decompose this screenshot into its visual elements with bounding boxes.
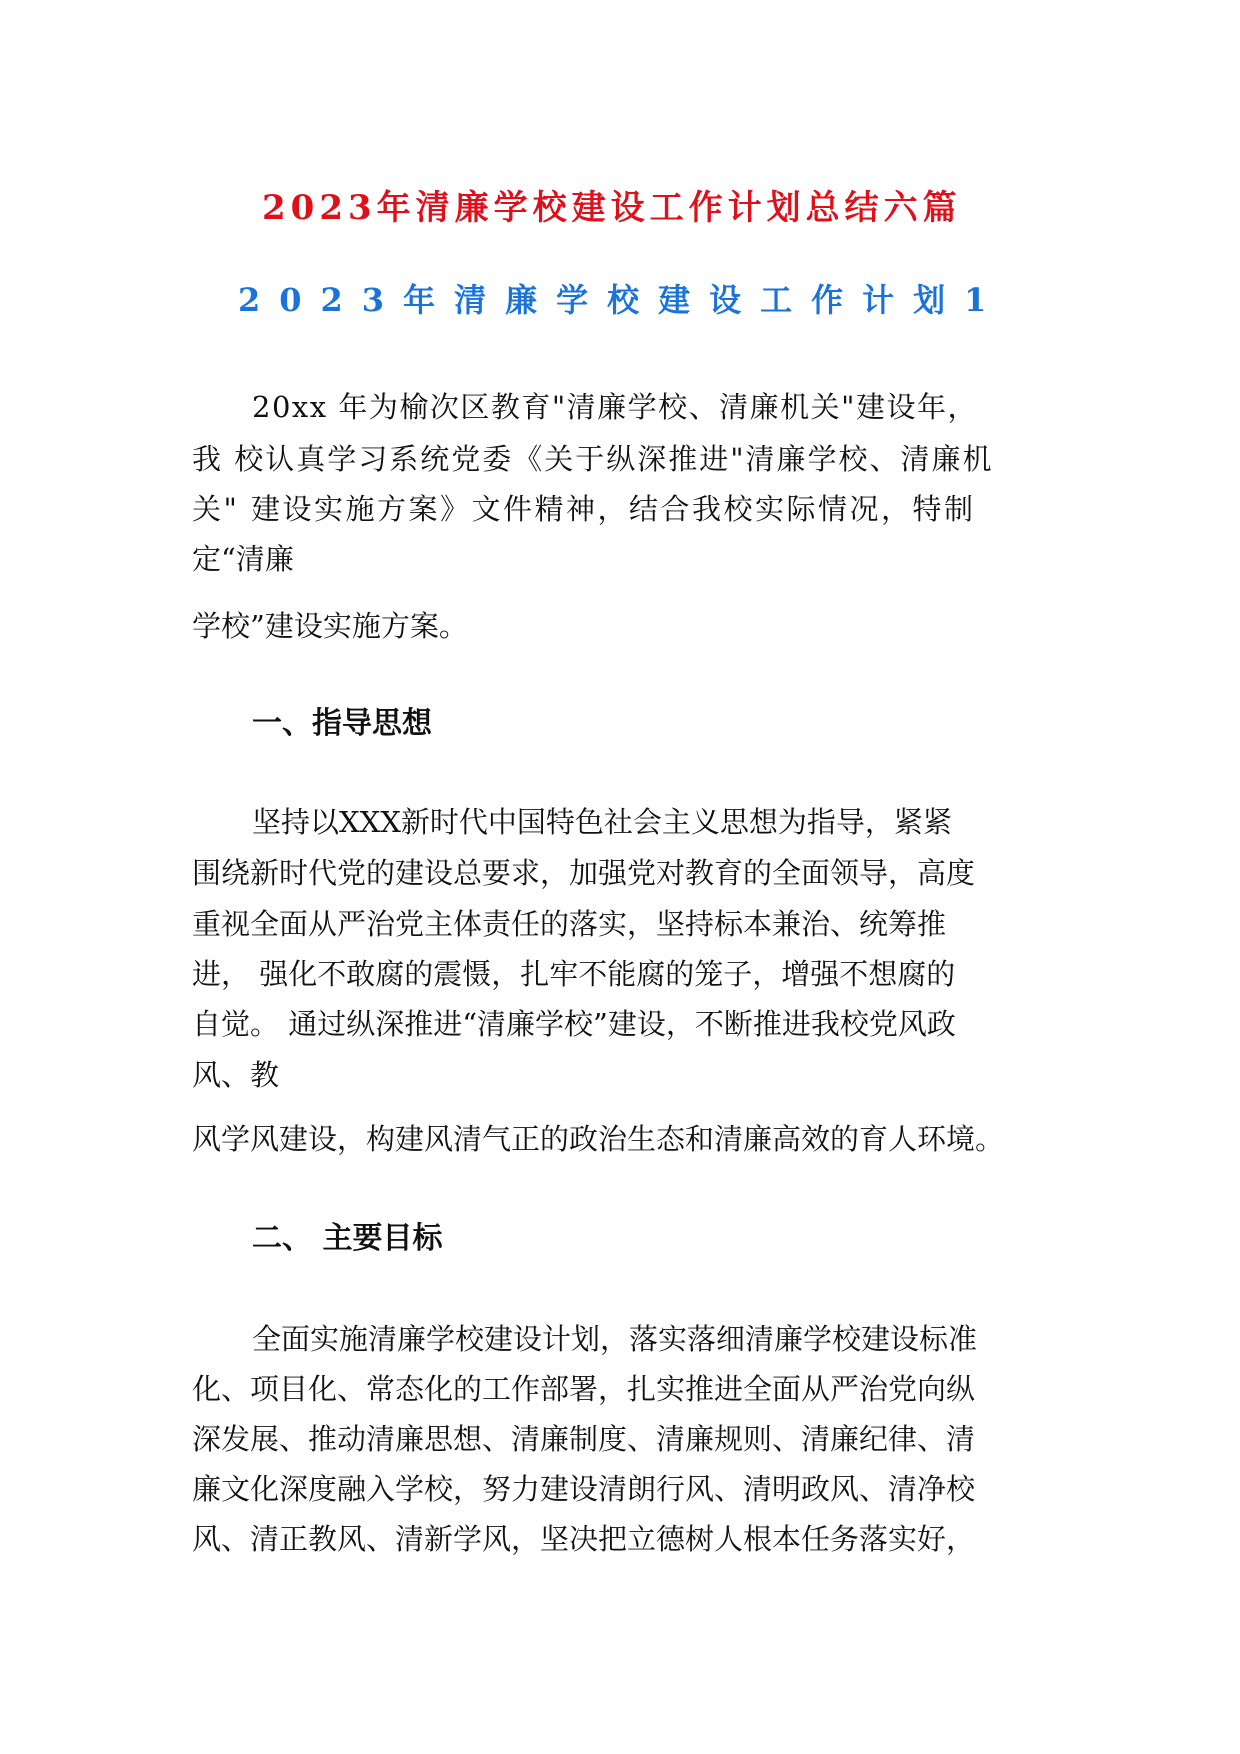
section1-line: 自觉。 通过纵深推进“清廉学校”建设，不断推进我校党风政 bbox=[192, 1007, 956, 1041]
section-heading-main-goals: 二、 主要目标 bbox=[252, 1221, 443, 1256]
section2-line: 全面实施清廉学校建设计划，落实落细清廉学校建设标准 bbox=[252, 1322, 978, 1356]
intro-line: 定“清廉 bbox=[192, 542, 294, 576]
section1-line: 坚持以XXX新时代中国特色社会主义思想为指导，紧紧 bbox=[252, 805, 952, 839]
section1-line: 重视全面从严治党主体责任的落实，坚持标本兼治、统筹推 bbox=[192, 907, 947, 941]
section1-line: 围绕新时代党的建设总要求，加强党对教育的全面领导，高度 bbox=[192, 856, 976, 890]
document-subtitle: 2023年清廉学校建设工作计划1 bbox=[238, 281, 1006, 319]
intro-line: 学校”建设实施方案。 bbox=[192, 609, 468, 643]
intro-line: 关" 建设实施方案》文件精神，结合我校实际情况，特制 bbox=[192, 492, 976, 526]
document-title: 2023年清廉学校建设工作计划总结六篇 bbox=[262, 188, 962, 228]
section2-line: 深发展、推动清廉思想、清廉制度、清廉规则、清廉纪律、清 bbox=[192, 1422, 976, 1456]
section2-line: 风、清正教风、清新学风，坚决把立德树人根本任务落实好， bbox=[192, 1522, 976, 1556]
section1-line: 风学风建设，构建风清气正的政治生态和清廉高效的育人环境。 bbox=[192, 1122, 1005, 1156]
section2-line: 廉文化深度融入学校，努力建设清朗行风、清明政风、清净校 bbox=[192, 1472, 976, 1506]
section2-line: 化、项目化、常态化的工作部署，扎实推进全面从严治党向纵 bbox=[192, 1372, 976, 1406]
section1-line: 风、教 bbox=[192, 1058, 280, 1092]
section-heading-guiding-ideology: 一、指导思想 bbox=[252, 706, 432, 741]
intro-line: 20xx 年为榆次区教育"清廉学校、清廉机关"建设年， bbox=[252, 390, 979, 424]
section1-line: 进， 强化不敢腐的震慑，扎牢不能腐的笼子，增强不想腐的 bbox=[192, 957, 956, 991]
intro-line: 我 校认真学习系统党委《关于纵深推进"清廉学校、清廉机 bbox=[192, 442, 994, 476]
